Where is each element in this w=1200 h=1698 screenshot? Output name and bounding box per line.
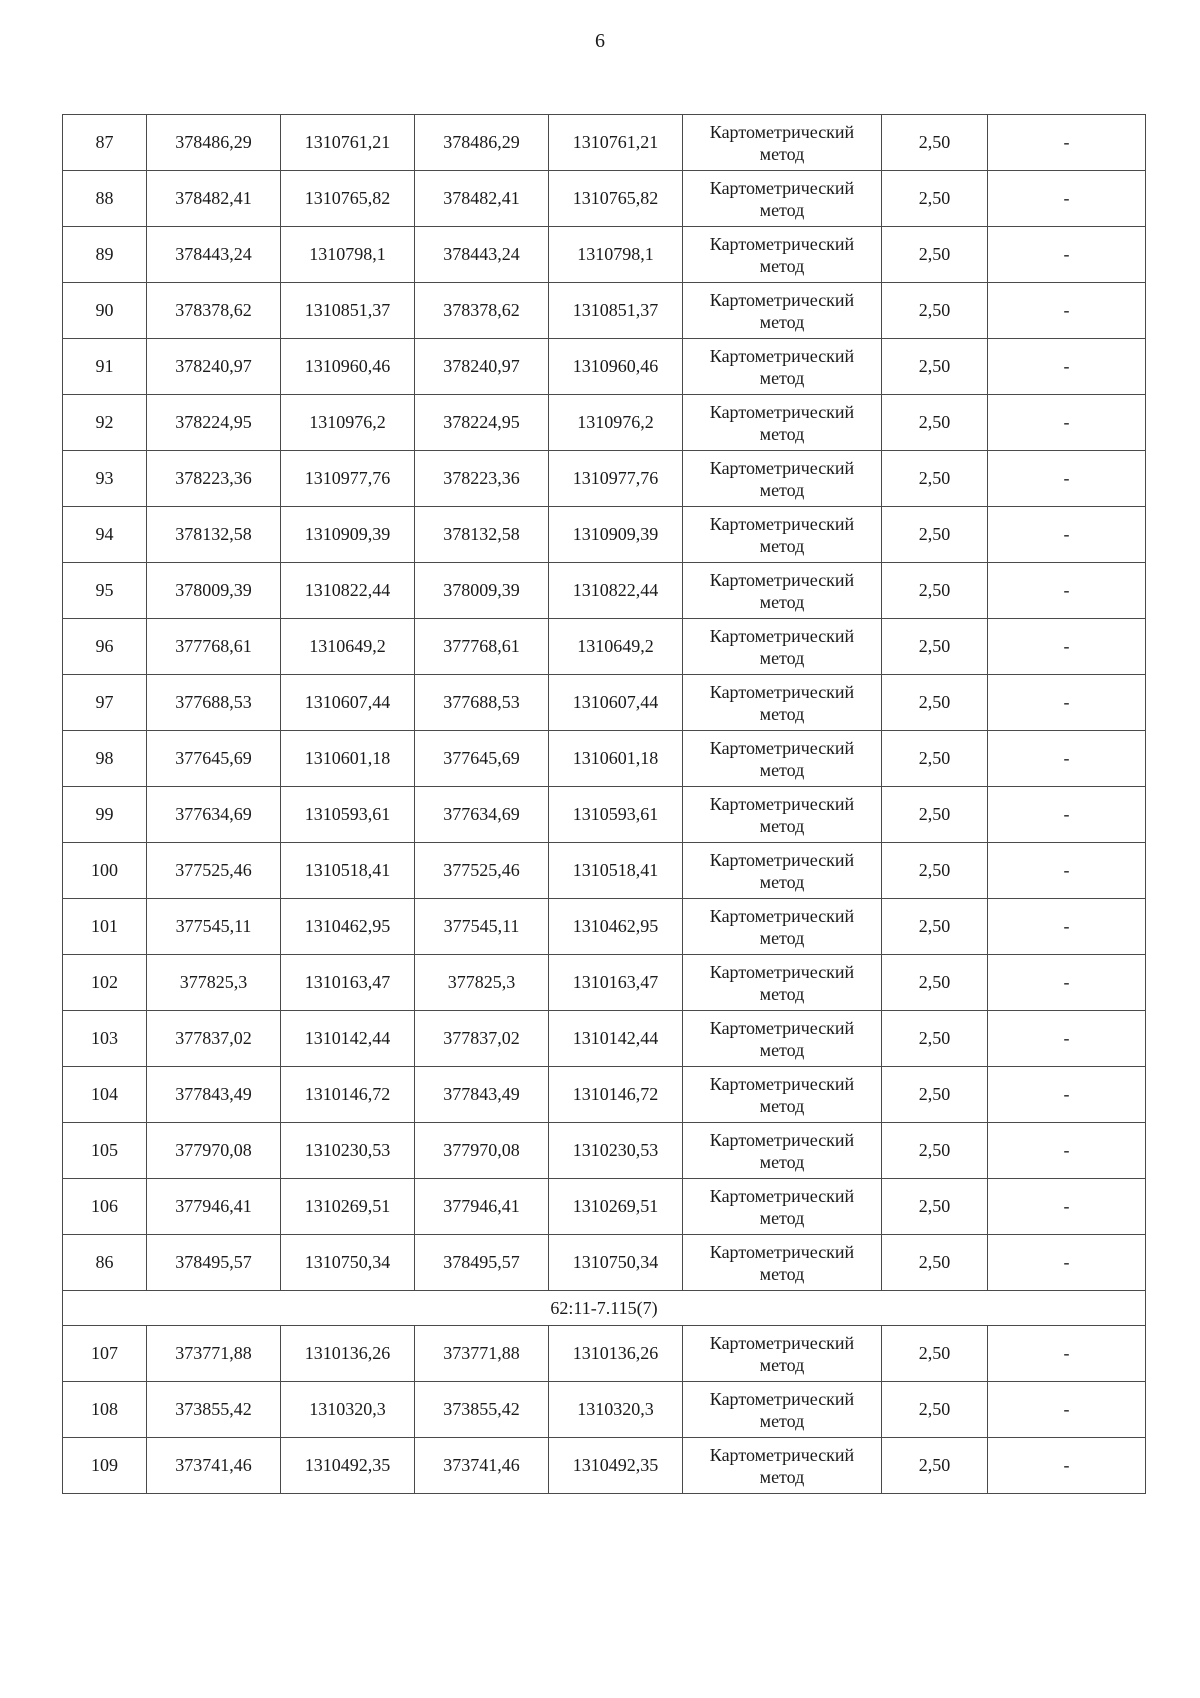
x-coordinate-cell: 373771,88 (415, 1326, 549, 1382)
x-coordinate-cell: 378482,41 (415, 171, 549, 227)
point-number-cell: 95 (63, 563, 147, 619)
x-coordinate-cell: 377946,41 (147, 1179, 281, 1235)
y-coordinate-cell: 1310462,95 (281, 899, 415, 955)
table-row (63, 227, 1146, 283)
y-coordinate-cell: 1310607,44 (549, 675, 683, 731)
method-line2: метод (759, 1207, 805, 1228)
y-coordinate-cell: 1310851,37 (549, 283, 683, 339)
method-cell (683, 1235, 882, 1291)
y-coordinate-cell: 1310960,46 (281, 339, 415, 395)
note-cell: - (988, 1067, 1146, 1123)
note-cell: - (988, 227, 1146, 283)
method-line2: метод (759, 255, 805, 276)
method-cell (683, 1067, 882, 1123)
y-coordinate-cell: 1310163,47 (549, 955, 683, 1011)
method-line2: метод (759, 535, 805, 556)
method-line2: метод (759, 143, 805, 164)
x-coordinate-cell: 377768,61 (415, 619, 549, 675)
y-coordinate-cell: 1310518,41 (549, 843, 683, 899)
accuracy-cell: 2,50 (882, 899, 988, 955)
point-number-cell: 90 (63, 283, 147, 339)
note-cell: - (988, 731, 1146, 787)
method-line1: Картометрический (709, 569, 855, 590)
method-line2: метод (759, 199, 805, 220)
method-line1: Картометрический (709, 681, 855, 702)
point-number-cell: 89 (63, 227, 147, 283)
note-cell: - (988, 1382, 1146, 1438)
table-row (63, 843, 1146, 899)
accuracy-cell: 2,50 (882, 1382, 988, 1438)
x-coordinate-cell: 378486,29 (147, 115, 281, 171)
accuracy-cell: 2,50 (882, 171, 988, 227)
method-line1: Картометрический (709, 1241, 855, 1262)
x-coordinate-cell: 378223,36 (415, 451, 549, 507)
point-number-cell: 92 (63, 395, 147, 451)
y-coordinate-cell: 1310976,2 (281, 395, 415, 451)
x-coordinate-cell: 378223,36 (147, 451, 281, 507)
accuracy-cell: 2,50 (882, 1011, 988, 1067)
x-coordinate-cell: 378482,41 (147, 171, 281, 227)
method-cell (683, 619, 882, 675)
y-coordinate-cell: 1310601,18 (281, 731, 415, 787)
x-coordinate-cell: 377843,49 (147, 1067, 281, 1123)
y-coordinate-cell: 1310269,51 (281, 1179, 415, 1235)
table-row (63, 675, 1146, 731)
x-coordinate-cell: 373855,42 (415, 1382, 549, 1438)
accuracy-cell: 2,50 (882, 1326, 988, 1382)
point-number-cell: 96 (63, 619, 147, 675)
x-coordinate-cell: 373855,42 (147, 1382, 281, 1438)
note-cell: - (988, 451, 1146, 507)
table-row (63, 731, 1146, 787)
method-cell (683, 1382, 882, 1438)
table-row (63, 1067, 1146, 1123)
y-coordinate-cell: 1310960,46 (549, 339, 683, 395)
method-line1: Картометрический (709, 1388, 855, 1409)
method-line1: Картометрический (709, 905, 855, 926)
table-row (63, 339, 1146, 395)
point-number-cell: 86 (63, 1235, 147, 1291)
y-coordinate-cell: 1310851,37 (281, 283, 415, 339)
y-coordinate-cell: 1310977,76 (549, 451, 683, 507)
table-row (63, 1011, 1146, 1067)
note-cell: - (988, 1326, 1146, 1382)
table-row (63, 507, 1146, 563)
method-cell (683, 899, 882, 955)
method-line1: Картометрический (709, 1017, 855, 1038)
point-number-cell: 94 (63, 507, 147, 563)
method-line1: Картометрический (709, 513, 855, 534)
method-line2: метод (759, 311, 805, 332)
table-row (63, 1123, 1146, 1179)
y-coordinate-cell: 1310593,61 (549, 787, 683, 843)
y-coordinate-cell: 1310750,34 (281, 1235, 415, 1291)
method-line2: метод (759, 423, 805, 444)
y-coordinate-cell: 1310320,3 (281, 1382, 415, 1438)
method-cell (683, 675, 882, 731)
x-coordinate-cell: 377645,69 (147, 731, 281, 787)
y-coordinate-cell: 1310649,2 (549, 619, 683, 675)
point-number-cell: 99 (63, 787, 147, 843)
method-cell (683, 171, 882, 227)
method-line2: метод (759, 983, 805, 1004)
accuracy-cell: 2,50 (882, 563, 988, 619)
accuracy-cell: 2,50 (882, 1123, 988, 1179)
method-line1: Картометрический (709, 625, 855, 646)
method-cell (683, 395, 882, 451)
x-coordinate-cell: 377545,11 (415, 899, 549, 955)
method-line2: метод (759, 479, 805, 500)
accuracy-cell: 2,50 (882, 1438, 988, 1494)
table-row (63, 1438, 1146, 1494)
point-number-cell: 105 (63, 1123, 147, 1179)
method-line1: Картометрический (709, 177, 855, 198)
y-coordinate-cell: 1310909,39 (281, 507, 415, 563)
method-cell (683, 115, 882, 171)
point-number-cell: 101 (63, 899, 147, 955)
y-coordinate-cell: 1310320,3 (549, 1382, 683, 1438)
x-coordinate-cell: 377946,41 (415, 1179, 549, 1235)
y-coordinate-cell: 1310269,51 (549, 1179, 683, 1235)
accuracy-cell: 2,50 (882, 731, 988, 787)
y-coordinate-cell: 1310163,47 (281, 955, 415, 1011)
point-number-cell: 93 (63, 451, 147, 507)
x-coordinate-cell: 377768,61 (147, 619, 281, 675)
method-line2: метод (759, 815, 805, 836)
accuracy-cell: 2,50 (882, 1067, 988, 1123)
method-cell (683, 507, 882, 563)
y-coordinate-cell: 1310798,1 (549, 227, 683, 283)
method-line2: метод (759, 591, 805, 612)
x-coordinate-cell: 377837,02 (147, 1011, 281, 1067)
method-cell (683, 1123, 882, 1179)
y-coordinate-cell: 1310909,39 (549, 507, 683, 563)
method-cell (683, 283, 882, 339)
x-coordinate-cell: 378486,29 (415, 115, 549, 171)
point-number-cell: 97 (63, 675, 147, 731)
x-coordinate-cell: 377688,53 (415, 675, 549, 731)
y-coordinate-cell: 1310822,44 (549, 563, 683, 619)
y-coordinate-cell: 1310976,2 (549, 395, 683, 451)
accuracy-cell: 2,50 (882, 115, 988, 171)
note-cell: - (988, 339, 1146, 395)
note-cell: - (988, 1235, 1146, 1291)
note-cell: - (988, 1011, 1146, 1067)
accuracy-cell: 2,50 (882, 619, 988, 675)
note-cell: - (988, 675, 1146, 731)
section-row (63, 1291, 1146, 1326)
y-coordinate-cell: 1310136,26 (549, 1326, 683, 1382)
x-coordinate-cell: 377525,46 (415, 843, 549, 899)
x-coordinate-cell: 378495,57 (415, 1235, 549, 1291)
y-coordinate-cell: 1310142,44 (549, 1011, 683, 1067)
method-line1: Картометрический (709, 1444, 855, 1465)
y-coordinate-cell: 1310822,44 (281, 563, 415, 619)
x-coordinate-cell: 373741,46 (147, 1438, 281, 1494)
table-row (63, 115, 1146, 171)
note-cell: - (988, 563, 1146, 619)
table-row (63, 171, 1146, 227)
accuracy-cell: 2,50 (882, 451, 988, 507)
x-coordinate-cell: 378132,58 (147, 507, 281, 563)
method-line1: Картометрический (709, 961, 855, 982)
method-cell (683, 843, 882, 899)
method-line2: метод (759, 1039, 805, 1060)
y-coordinate-cell: 1310593,61 (281, 787, 415, 843)
x-coordinate-cell: 377970,08 (415, 1123, 549, 1179)
section-header (63, 1291, 1146, 1326)
y-coordinate-cell: 1310765,82 (549, 171, 683, 227)
point-number-cell: 98 (63, 731, 147, 787)
table-row (63, 1382, 1146, 1438)
y-coordinate-cell: 1310518,41 (281, 843, 415, 899)
x-coordinate-cell: 377645,69 (415, 731, 549, 787)
accuracy-cell: 2,50 (882, 1179, 988, 1235)
x-coordinate-cell: 377525,46 (147, 843, 281, 899)
table-row (63, 1179, 1146, 1235)
x-coordinate-cell: 378443,24 (415, 227, 549, 283)
page-number: 6 (595, 30, 605, 52)
method-line1: Картометрический (709, 121, 855, 142)
method-line1: Картометрический (709, 1185, 855, 1206)
method-line1: Картометрический (709, 457, 855, 478)
y-coordinate-cell: 1310649,2 (281, 619, 415, 675)
method-cell (683, 339, 882, 395)
y-coordinate-cell: 1310761,21 (281, 115, 415, 171)
x-coordinate-cell: 373771,88 (147, 1326, 281, 1382)
y-coordinate-cell: 1310607,44 (281, 675, 415, 731)
coordinates-table (62, 114, 1146, 1494)
accuracy-cell: 2,50 (882, 675, 988, 731)
method-line1: Картометрический (709, 1073, 855, 1094)
point-number-cell: 88 (63, 171, 147, 227)
y-coordinate-cell: 1310146,72 (549, 1067, 683, 1123)
note-cell: - (988, 955, 1146, 1011)
method-line1: Картометрический (709, 1129, 855, 1150)
accuracy-cell: 2,50 (882, 787, 988, 843)
method-line2: метод (759, 1466, 805, 1487)
y-coordinate-cell: 1310601,18 (549, 731, 683, 787)
x-coordinate-cell: 378443,24 (147, 227, 281, 283)
y-coordinate-cell: 1310146,72 (281, 1067, 415, 1123)
table-row (63, 1235, 1146, 1291)
method-cell (683, 1438, 882, 1494)
point-number-cell: 108 (63, 1382, 147, 1438)
x-coordinate-cell: 377688,53 (147, 675, 281, 731)
table-row (63, 395, 1146, 451)
method-line2: метод (759, 927, 805, 948)
x-coordinate-cell: 378495,57 (147, 1235, 281, 1291)
y-coordinate-cell: 1310492,35 (549, 1438, 683, 1494)
method-line2: метод (759, 1410, 805, 1431)
point-number-cell: 100 (63, 843, 147, 899)
table-row (63, 451, 1146, 507)
table-row (63, 283, 1146, 339)
x-coordinate-cell: 377825,3 (415, 955, 549, 1011)
y-coordinate-cell: 1310750,34 (549, 1235, 683, 1291)
x-coordinate-cell: 378132,58 (415, 507, 549, 563)
y-coordinate-cell: 1310761,21 (549, 115, 683, 171)
note-cell: - (988, 843, 1146, 899)
table-row (63, 787, 1146, 843)
note-cell: - (988, 899, 1146, 955)
x-coordinate-cell: 377634,69 (147, 787, 281, 843)
method-line1: Картометрический (709, 345, 855, 366)
y-coordinate-cell: 1310136,26 (281, 1326, 415, 1382)
method-line2: метод (759, 647, 805, 668)
method-line1: Картометрический (709, 849, 855, 870)
point-number-cell: 107 (63, 1326, 147, 1382)
section-label: 62:11-7.115(7) (63, 1291, 1146, 1326)
note-cell: - (988, 1438, 1146, 1494)
method-line1: Картометрический (709, 737, 855, 758)
table-row (63, 563, 1146, 619)
method-line1: Картометрический (709, 289, 855, 310)
table-row (63, 1326, 1146, 1382)
x-coordinate-cell: 378224,95 (415, 395, 549, 451)
note-cell: - (988, 619, 1146, 675)
method-line2: метод (759, 1263, 805, 1284)
point-number-cell: 102 (63, 955, 147, 1011)
method-line1: Картометрический (709, 401, 855, 422)
method-cell (683, 1326, 882, 1382)
accuracy-cell: 2,50 (882, 339, 988, 395)
y-coordinate-cell: 1310798,1 (281, 227, 415, 283)
x-coordinate-cell: 378378,62 (147, 283, 281, 339)
x-coordinate-cell: 377837,02 (415, 1011, 549, 1067)
x-coordinate-cell: 378009,39 (147, 563, 281, 619)
point-number-cell: 106 (63, 1179, 147, 1235)
note-cell: - (988, 787, 1146, 843)
point-number-cell: 103 (63, 1011, 147, 1067)
method-line1: Картометрический (709, 1332, 855, 1353)
x-coordinate-cell: 377970,08 (147, 1123, 281, 1179)
note-cell: - (988, 395, 1146, 451)
accuracy-cell: 2,50 (882, 507, 988, 563)
method-line2: метод (759, 871, 805, 892)
point-number-cell: 109 (63, 1438, 147, 1494)
method-line2: метод (759, 367, 805, 388)
method-line2: метод (759, 1151, 805, 1172)
method-cell (683, 451, 882, 507)
y-coordinate-cell: 1310765,82 (281, 171, 415, 227)
method-line1: Картометрический (709, 233, 855, 254)
y-coordinate-cell: 1310462,95 (549, 899, 683, 955)
method-cell (683, 787, 882, 843)
x-coordinate-cell: 378240,97 (415, 339, 549, 395)
accuracy-cell: 2,50 (882, 1235, 988, 1291)
x-coordinate-cell: 378240,97 (147, 339, 281, 395)
method-cell (683, 1179, 882, 1235)
table-row (63, 899, 1146, 955)
x-coordinate-cell: 378009,39 (415, 563, 549, 619)
method-cell (683, 227, 882, 283)
method-line2: метод (759, 1354, 805, 1375)
note-cell: - (988, 283, 1146, 339)
accuracy-cell: 2,50 (882, 227, 988, 283)
note-cell: - (988, 1123, 1146, 1179)
table-body-part1 (63, 115, 1146, 1291)
accuracy-cell: 2,50 (882, 955, 988, 1011)
accuracy-cell: 2,50 (882, 395, 988, 451)
method-line2: метод (759, 1095, 805, 1116)
x-coordinate-cell: 377825,3 (147, 955, 281, 1011)
method-line2: метод (759, 759, 805, 780)
note-cell: - (988, 115, 1146, 171)
method-line2: метод (759, 703, 805, 724)
note-cell: - (988, 171, 1146, 227)
y-coordinate-cell: 1310977,76 (281, 451, 415, 507)
x-coordinate-cell: 377634,69 (415, 787, 549, 843)
point-number-cell: 87 (63, 115, 147, 171)
x-coordinate-cell: 373741,46 (415, 1438, 549, 1494)
note-cell: - (988, 507, 1146, 563)
method-line1: Картометрический (709, 793, 855, 814)
x-coordinate-cell: 377545,11 (147, 899, 281, 955)
note-cell: - (988, 1179, 1146, 1235)
x-coordinate-cell: 378224,95 (147, 395, 281, 451)
method-cell (683, 731, 882, 787)
y-coordinate-cell: 1310230,53 (549, 1123, 683, 1179)
accuracy-cell: 2,50 (882, 843, 988, 899)
accuracy-cell: 2,50 (882, 283, 988, 339)
point-number-cell: 104 (63, 1067, 147, 1123)
method-cell (683, 955, 882, 1011)
point-number-cell: 91 (63, 339, 147, 395)
method-cell (683, 563, 882, 619)
y-coordinate-cell: 1310492,35 (281, 1438, 415, 1494)
y-coordinate-cell: 1310142,44 (281, 1011, 415, 1067)
method-cell (683, 1011, 882, 1067)
y-coordinate-cell: 1310230,53 (281, 1123, 415, 1179)
table-row (63, 955, 1146, 1011)
table-row (63, 619, 1146, 675)
table-body-part2 (63, 1326, 1146, 1494)
x-coordinate-cell: 377843,49 (415, 1067, 549, 1123)
x-coordinate-cell: 378378,62 (415, 283, 549, 339)
